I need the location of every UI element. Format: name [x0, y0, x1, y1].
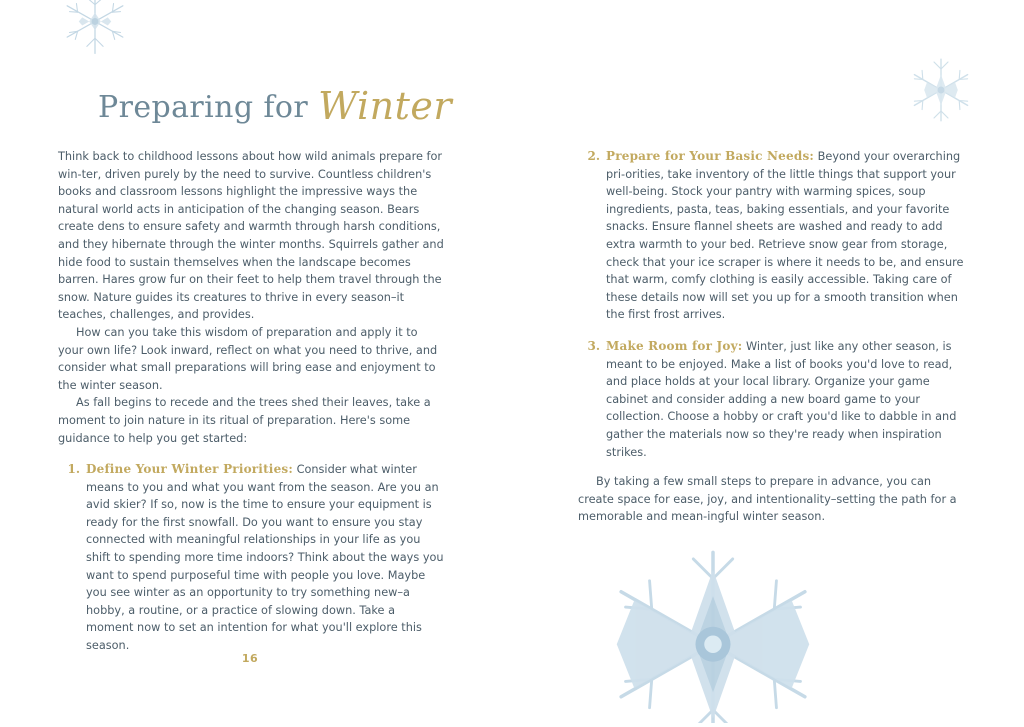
list-item-body: [86, 461, 446, 655]
page-number: 16: [241, 652, 259, 665]
list-item: [58, 461, 446, 655]
snowflake-icon: [600, 548, 826, 723]
list-item-text: Winter, just like any other season, is meant to be enjoyed. Make a list of books you'd love to read, and place holds at your local library. Organize your game cabinet and consider adding a new board game to your collection. Choose a hobby or craft you'd like to dabble in and gather the materials now so they're ready when inspiration strikes.: [606, 339, 957, 459]
snowflake-icon: [906, 55, 976, 125]
list-item-body: [606, 148, 966, 324]
page-title: [98, 82, 518, 137]
list-item-text: Consider what winter means to you and what you want from the season. Are you an avid skier? If so, now is the time to ensure your equipment is ready for the first snowfall. Do you want to ensure you stay connected with meaningful relationships in your life as you shift to spending more time indoors? Think about the ways you want to spend purposeful time with people you love. Maybe you see winter as an opportunity to try something new–a hobby, a routine, or a practice of slowing down. Take a moment now to set an intention for what you'll explore this season.: [86, 463, 444, 653]
paragraph: As fall begins to recede and the trees shed their leaves, take a moment to join nature in its ritual of preparation. Here's some guidance to help you get started:: [58, 396, 431, 445]
list-item-text: Beyond your overarching pri-orities, take inventory of the little things that support your well-being. Stock your pantry with warming spices, soup ingredients, pasta, teas, baking essentials, and your favorite snacks. Ensure flannel sheets are washed and ready to add extra warmth to your bed. Retrieve snow gear from storage, check that your ice scraper is where it needs to be, and ensure that warm, comfy clothing is easily accessible. Taking care of these details now will set you up for a smooth transition when the first frost arrives.: [606, 150, 964, 322]
page-title-main: Preparing for: [98, 90, 309, 125]
snowflake-icon: [56, 0, 134, 58]
paragraph: How can you take this wisdom of preparation and apply it to your own life? Look inward, reflect on what you need to thrive, and consider what small preparations will bring ease and enjoyment to the winter season.: [58, 325, 438, 392]
list-item-body: [606, 338, 966, 461]
list-item-number: 3.: [587, 338, 600, 353]
paragraph: By taking a few small steps to prepare in advance, you can create space for ease, joy, and intentionality–setting the path for a memorable and mean-ingful winter season.: [578, 475, 957, 524]
list-item: [578, 148, 966, 324]
list-item-number: 1.: [67, 462, 80, 477]
page-title-script: Winter: [318, 84, 453, 128]
list-item: [578, 338, 966, 461]
right-column: [578, 148, 966, 526]
paragraph: Think back to childhood lessons about how wild animals prepare for win-ter, driven purely by the need to survive. Countless children's books and classroom lessons highlight the impressive ways the natural world acts in anticipation of the changing season. Bears create dens to ensure safety and warmth through harsh conditions, and they hibernate through the winter months. Squirrels gather and hide food to sustain themselves when the landscape becomes barren. Hares grow fur on their feet to help them travel through the snow. Nature guides its creatures to thrive in every season–it teaches, challenges, and provides.: [58, 150, 444, 322]
list-item-heading: Make Room for Joy:: [606, 338, 743, 353]
list-item-heading: Define Your Winter Priorities:: [86, 462, 293, 477]
left-column: [58, 148, 446, 655]
list-item-heading: Prepare for Your Basic Needs:: [606, 149, 815, 163]
list-item-number: 2.: [587, 149, 600, 163]
